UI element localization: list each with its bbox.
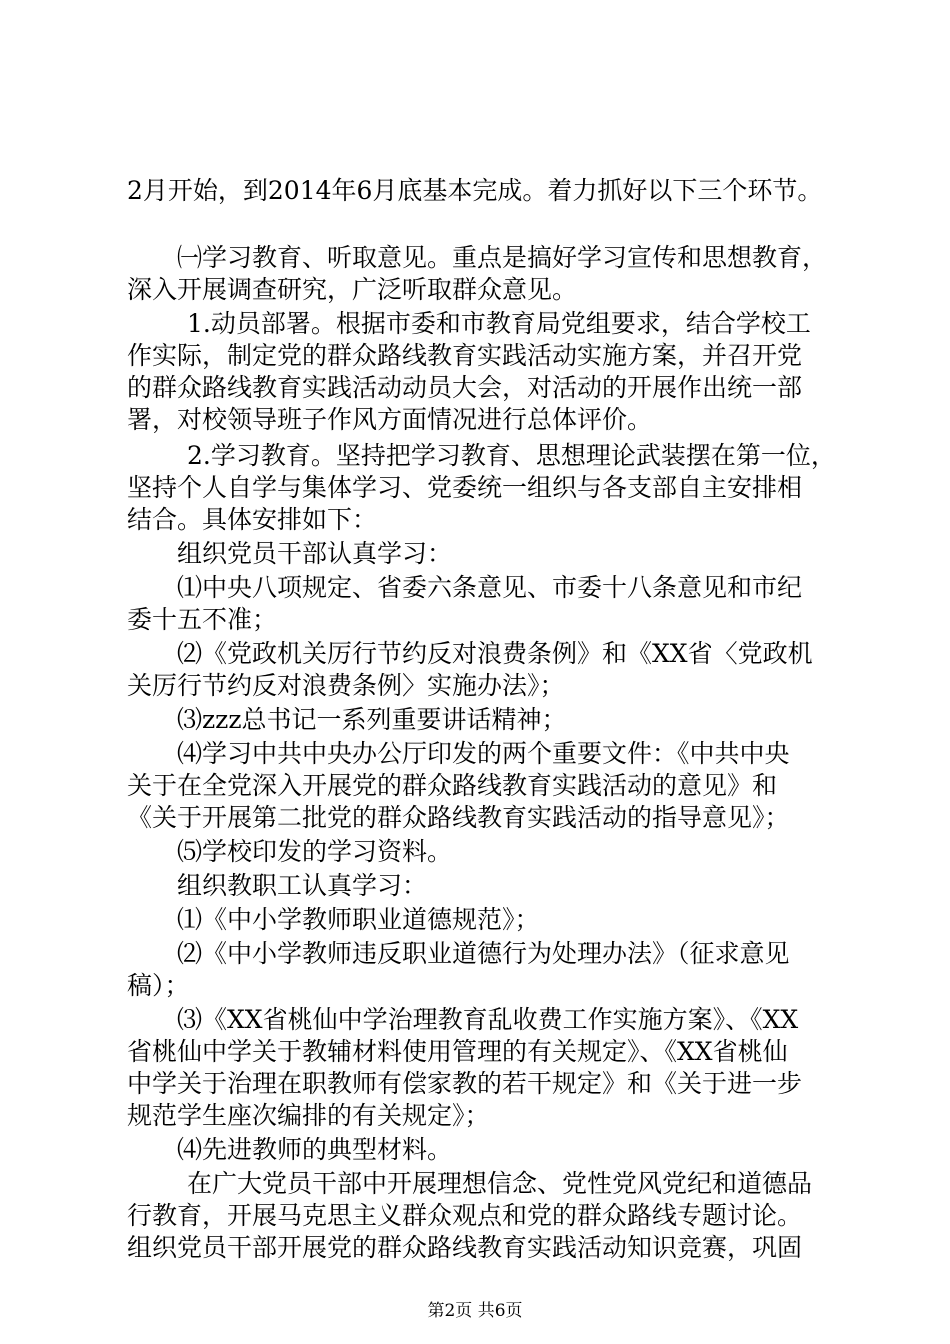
text-line: 2.学习教育。坚持把学习教育、思想理论武装摆在第一位，: [187, 441, 836, 470]
text-line: 中学关于治理在职教师有偿家教的若干规定》和《关于进一步: [127, 1069, 803, 1098]
text-line: 稿）；: [127, 971, 190, 1000]
text-line: 组织党员干部认真学习：: [177, 539, 453, 568]
text-line: 在广大党员干部中开展理想信念、党性党风党纪和道德品: [187, 1169, 813, 1198]
text-line: 署，对校领导班子作风方面情况进行总体评价。: [127, 405, 653, 434]
text-line: 省桃仙中学关于教辅材料使用管理的有关规定》、《XX省桃仙: [127, 1037, 788, 1066]
text-line: ⑵《中小学教师违反职业道德行为处理办法》（征求意见: [177, 939, 790, 968]
text-line: ⑷先进教师的典型材料。: [177, 1135, 453, 1164]
text-line: ⑶zzz总书记一系列重要讲话精神；: [177, 705, 567, 734]
text-line: 委十五不准；: [127, 605, 278, 634]
text-line: ⑴《中小学教师职业道德规范》；: [177, 905, 540, 934]
text-line: 行教育，开展马克思主义群众观点和党的群众路线专题讨论。: [127, 1201, 803, 1230]
text-line: 2月开始，到2014年6月底基本完成。着力抓好以下三个环节。: [127, 176, 823, 205]
text-line: 组织教职工认真学习：: [177, 871, 428, 900]
text-line: ⑷学习中共中央办公厅印发的两个重要文件：《中共中央: [177, 739, 790, 768]
text-line: 规范学生座次编排的有关规定》；: [127, 1101, 490, 1130]
text-line: ⑵《党政机关厉行节约反对浪费条例》和《XX省〈党政机: [177, 639, 813, 668]
text-line: ⑶《XX省桃仙中学治理教育乱收费工作实施方案》、《XX: [177, 1005, 799, 1034]
text-line: 结合。具体安排如下：: [127, 505, 378, 534]
text-line: 的群众路线教育实践活动动员大会，对活动的开展作出统一部: [127, 373, 803, 402]
text-line: ⑴中央八项规定、省委六条意见、市委十八条意见和市纪: [177, 573, 803, 602]
text-line: 作实际，制定党的群众路线教育实践活动实施方案，并召开党: [127, 341, 803, 370]
text-line: 组织党员干部开展党的群众路线教育实践活动知识竞赛，巩固: [127, 1233, 803, 1262]
text-line: ㈠学习教育、听取意见。重点是搞好学习宣传和思想教育，: [177, 243, 828, 272]
page-number: 第2页 共6页: [427, 1301, 523, 1321]
text-line: 深入开展调查研究，广泛听取群众意见。: [127, 275, 578, 304]
text-line: 关厉行节约反对浪费条例〉实施办法》；: [127, 671, 565, 700]
text-line: ⑸学校印发的学习资料。: [177, 837, 453, 866]
text-line: 1.动员部署。根据市委和市教育局党组要求，结合学校工: [187, 309, 811, 338]
text-line: 关于在全党深入开展党的群众路线教育实践活动的意见》和: [127, 771, 778, 800]
text-line: 坚持个人自学与集体学习、党委统一组织与各支部自主安排相: [127, 473, 803, 502]
text-line: 《关于开展第二批党的群众路线教育实践活动的指导意见》；: [127, 803, 790, 832]
